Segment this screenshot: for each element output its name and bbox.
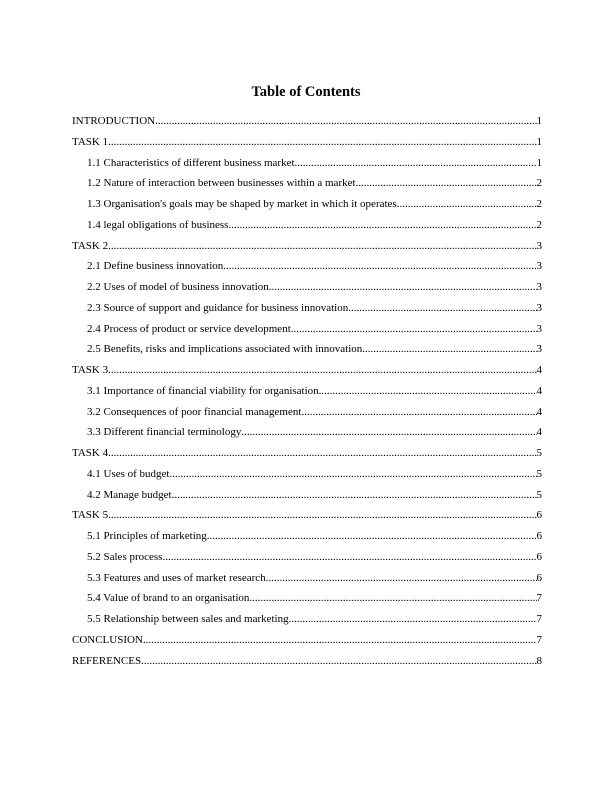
- toc-dot-leader: [291, 319, 537, 340]
- toc-entry[interactable]: [72, 609, 542, 630]
- toc-entry[interactable]: [72, 153, 542, 174]
- toc-dot-leader: [162, 547, 536, 568]
- toc-entry-label: TASK 3: [72, 364, 109, 376]
- toc-entry-page-number: 5: [536, 488, 542, 501]
- toc-entry[interactable]: [72, 277, 542, 298]
- toc-entry-page-number: 5: [536, 447, 542, 459]
- toc-entry-page-number: 6: [536, 509, 542, 522]
- toc-entry[interactable]: [72, 651, 542, 672]
- toc-entry[interactable]: [72, 298, 542, 319]
- toc-entry-page-number: 3: [536, 343, 542, 356]
- toc-entry-label: 1.3 Organisation's goals may be shaped by market in which it operates: [87, 198, 397, 210]
- toc-entry-label: INTRODUCTION: [72, 115, 156, 127]
- toc-entry-label: TASK 1: [72, 135, 109, 148]
- toc-entry-label: 5.2 Sales process: [87, 550, 163, 563]
- toc-entry-label: 2.5 Benefits, risks and implications associated with innovation: [87, 343, 363, 356]
- toc-entry-label: TASK 4: [72, 447, 109, 459]
- toc-entry-page-number: 7: [536, 633, 542, 646]
- toc-entry[interactable]: [72, 215, 542, 236]
- toc-dot-leader: [295, 153, 537, 174]
- toc-dot-leader: [108, 443, 536, 464]
- toc-entry-page-number: 6: [536, 530, 542, 542]
- toc-dot-leader: [108, 236, 536, 257]
- toc-entry-page-number: 5: [536, 467, 542, 480]
- toc-dot-leader: [207, 526, 537, 547]
- toc-entry[interactable]: [72, 588, 542, 609]
- toc-entry-page-number: 1: [536, 115, 542, 127]
- toc-entry[interactable]: [72, 339, 542, 360]
- toc-entry-page-number: 2: [536, 218, 542, 231]
- toc-entry[interactable]: [72, 360, 542, 381]
- toc-dot-leader: [170, 464, 537, 485]
- toc-dot-leader: [289, 609, 537, 630]
- toc-entry-label: 5.1 Principles of marketing: [87, 530, 207, 542]
- toc-entry-label: 3.3 Different financial terminology: [87, 426, 242, 439]
- toc-dot-leader: [362, 339, 536, 360]
- toc-list: [72, 111, 542, 671]
- toc-entry-label: 2.3 Source of support and guidance for business innovation: [87, 301, 349, 314]
- toc-entry-page-number: 7: [536, 592, 542, 605]
- toc-entry-label: TASK 5: [72, 509, 109, 522]
- toc-entry[interactable]: [72, 547, 542, 568]
- toc-entry-page-number: 4: [536, 405, 542, 418]
- toc-entry-label: 3.1 Importance of financial viability for organisation: [87, 384, 319, 397]
- toc-entry-page-number: 8: [536, 654, 542, 667]
- toc-entry-page-number: 4: [536, 426, 542, 439]
- toc-entry-page-number: 4: [536, 384, 542, 397]
- toc-entry-page-number: 4: [536, 364, 542, 376]
- toc-entry-page-number: 3: [536, 281, 542, 293]
- toc-dot-leader: [108, 505, 536, 526]
- toc-entry-label: 4.2 Manage budget: [87, 488, 172, 501]
- toc-entry[interactable]: [72, 526, 542, 547]
- toc-dot-leader: [249, 588, 536, 609]
- toc-entry[interactable]: [72, 505, 542, 526]
- toc-entry-page-number: 2: [536, 177, 542, 190]
- toc-dot-leader: [108, 360, 536, 381]
- toc-entry-label: 4.1 Uses of budget: [87, 467, 170, 480]
- toc-entry[interactable]: [72, 402, 542, 423]
- toc-entry-page-number: 1: [536, 156, 542, 169]
- toc-dot-leader: [223, 256, 536, 277]
- toc-entry[interactable]: [72, 443, 542, 464]
- toc-entry[interactable]: [72, 381, 542, 402]
- toc-entry[interactable]: [72, 132, 542, 153]
- toc-entry-page-number: 3: [536, 322, 542, 335]
- toc-entry-page-number: 6: [536, 550, 542, 563]
- toc-entry-label: 3.2 Consequences of poor financial management: [87, 405, 302, 418]
- toc-entry-page-number: 3: [536, 239, 542, 252]
- toc-entry[interactable]: [72, 173, 542, 194]
- toc-entry[interactable]: [72, 111, 542, 132]
- toc-entry-label: 5.4 Value of brand to an organisation: [87, 592, 250, 605]
- toc-entry-page-number: 1: [536, 135, 542, 148]
- toc-entry-label: 1.1 Characteristics of different business market: [87, 156, 295, 169]
- toc-dot-leader: [108, 132, 536, 153]
- toc-dot-leader: [172, 485, 537, 506]
- toc-entry[interactable]: [72, 422, 542, 443]
- toc-entry[interactable]: [72, 319, 542, 340]
- toc-entry[interactable]: [72, 464, 542, 485]
- toc-entry[interactable]: [72, 194, 542, 215]
- toc-entry-page-number: 6: [536, 571, 542, 584]
- toc-title: Table of Contents: [251, 84, 361, 100]
- toc-entry-label: 2.4 Process of product or service development: [87, 322, 291, 335]
- toc-entry-label: 5.5 Relationship between sales and marketing: [87, 613, 289, 625]
- toc-entry-label: CONCLUSION: [72, 633, 143, 646]
- toc-entry[interactable]: [72, 236, 542, 257]
- toc-entry-page-number: 2: [536, 198, 542, 210]
- toc-entry[interactable]: [72, 568, 542, 589]
- toc-entry-label: 1.4 legal obligations of business: [87, 218, 229, 231]
- toc-dot-leader: [228, 215, 536, 236]
- toc-entry-page-number: 7: [536, 613, 542, 625]
- toc-dot-leader: [356, 173, 537, 194]
- toc-entry-label: 5.3 Features and uses of market research: [87, 571, 266, 584]
- toc-dot-leader: [319, 381, 537, 402]
- toc-dot-leader: [143, 630, 537, 651]
- toc-entry-label: 2.2 Uses of model of business innovation: [87, 281, 269, 293]
- toc-entry[interactable]: [72, 256, 542, 277]
- toc-entry-page-number: 3: [536, 301, 542, 314]
- toc-dot-leader: [348, 298, 536, 319]
- toc-dot-leader: [141, 651, 536, 672]
- toc-dot-leader: [241, 422, 536, 443]
- toc-entry-label: REFERENCES: [72, 654, 142, 667]
- toc-dot-leader: [155, 111, 536, 132]
- toc-entry[interactable]: [72, 485, 542, 506]
- toc-entry-label: 2.1 Define business innovation: [87, 260, 224, 273]
- toc-entry[interactable]: [72, 630, 542, 651]
- toc-dot-leader: [269, 277, 537, 298]
- toc-dot-leader: [301, 402, 536, 423]
- toc-dot-leader: [266, 568, 537, 589]
- toc-entry-label: TASK 2: [72, 239, 109, 252]
- toc-entry-label: 1.2 Nature of interaction between businesses within a market: [87, 177, 356, 190]
- toc-entry-page-number: 3: [536, 260, 542, 273]
- toc-dot-leader: [397, 194, 537, 215]
